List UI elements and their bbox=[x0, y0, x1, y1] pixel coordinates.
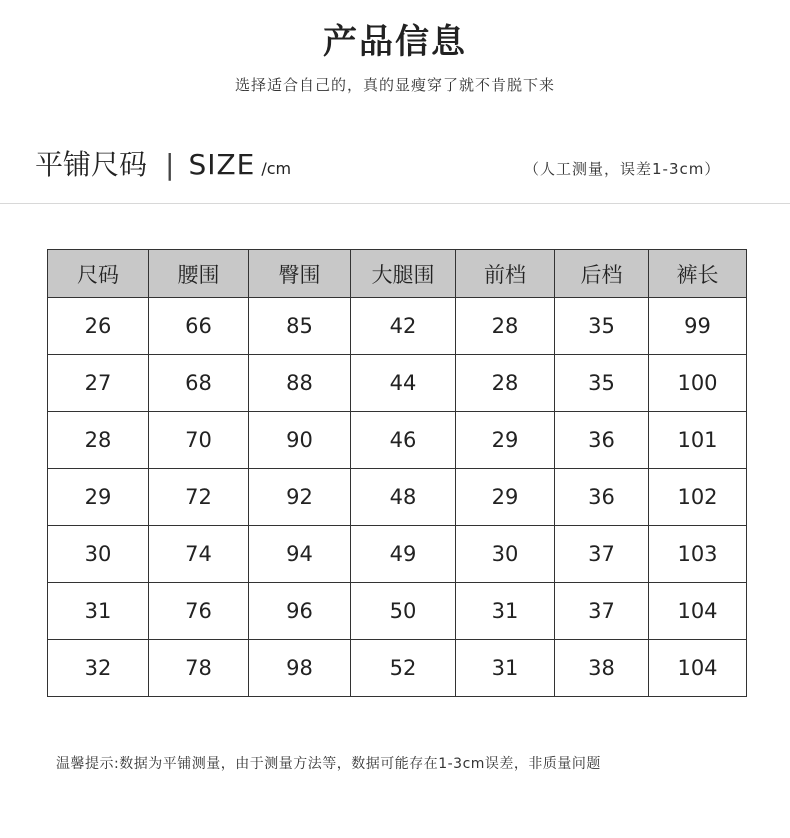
table-cell: 35 bbox=[555, 298, 649, 355]
table-cell: 28 bbox=[48, 412, 149, 469]
table-cell: 28 bbox=[456, 355, 555, 412]
column-header-waist: 腰围 bbox=[149, 250, 249, 298]
table-cell: 70 bbox=[149, 412, 249, 469]
table-cell: 30 bbox=[456, 526, 555, 583]
table-cell: 85 bbox=[249, 298, 351, 355]
table-cell: 42 bbox=[351, 298, 456, 355]
column-header-thigh: 大腿围 bbox=[351, 250, 456, 298]
table-cell: 96 bbox=[249, 583, 351, 640]
table-row bbox=[48, 583, 747, 640]
page-subtitle: 选择适合自己的，真的显瘦穿了就不肯脱下来 bbox=[234, 76, 555, 94]
table-cell: 66 bbox=[149, 298, 249, 355]
table-row bbox=[48, 355, 747, 412]
table-cell: 48 bbox=[351, 469, 456, 526]
table-cell: 100 bbox=[649, 355, 747, 412]
measurement-note: （人工测量，误差1-3cm） bbox=[524, 160, 721, 178]
table-cell: 99 bbox=[649, 298, 747, 355]
footer-disclaimer: 温馨提示:数据为平铺测量，由于测量方法等，数据可能存在1-3cm误差，非质量问题 bbox=[56, 756, 601, 772]
table-cell: 30 bbox=[48, 526, 149, 583]
table-cell: 29 bbox=[48, 469, 149, 526]
table-cell: 36 bbox=[555, 412, 649, 469]
table-cell: 102 bbox=[649, 469, 747, 526]
table-cell: 78 bbox=[149, 640, 249, 697]
table-cell: 26 bbox=[48, 298, 149, 355]
size-unit: /cm bbox=[261, 159, 292, 178]
table-cell: 72 bbox=[149, 469, 249, 526]
table-cell: 29 bbox=[456, 469, 555, 526]
table-cell: 49 bbox=[351, 526, 456, 583]
size-section-heading bbox=[35, 143, 291, 183]
table-row bbox=[48, 298, 747, 355]
table-cell: 31 bbox=[456, 583, 555, 640]
table-cell: 38 bbox=[555, 640, 649, 697]
table-cell: 74 bbox=[149, 526, 249, 583]
table-cell: 104 bbox=[649, 583, 747, 640]
column-header-size: 尺码 bbox=[48, 250, 149, 298]
section-divider bbox=[0, 203, 790, 204]
table-cell: 36 bbox=[555, 469, 649, 526]
column-header-length: 裤长 bbox=[649, 250, 747, 298]
column-header-back-rise: 后档 bbox=[555, 250, 649, 298]
table-cell: 52 bbox=[351, 640, 456, 697]
table-cell: 37 bbox=[555, 526, 649, 583]
table-row bbox=[48, 412, 747, 469]
table-cell: 101 bbox=[649, 412, 747, 469]
table-header-row bbox=[48, 250, 747, 298]
size-label-cn: 平铺尺码 bbox=[35, 148, 148, 181]
table-cell: 37 bbox=[555, 583, 649, 640]
table-row bbox=[48, 469, 747, 526]
table-cell: 92 bbox=[249, 469, 351, 526]
table-cell: 68 bbox=[149, 355, 249, 412]
table-cell: 76 bbox=[149, 583, 249, 640]
table-cell: 90 bbox=[249, 412, 351, 469]
size-table bbox=[47, 249, 747, 697]
table-cell: 104 bbox=[649, 640, 747, 697]
column-header-front-rise: 前档 bbox=[456, 250, 555, 298]
table-cell: 50 bbox=[351, 583, 456, 640]
table-cell: 88 bbox=[249, 355, 351, 412]
table-cell: 29 bbox=[456, 412, 555, 469]
table-cell: 35 bbox=[555, 355, 649, 412]
table-cell: 32 bbox=[48, 640, 149, 697]
column-header-hip: 臀围 bbox=[249, 250, 351, 298]
table-cell: 46 bbox=[351, 412, 456, 469]
table-cell: 28 bbox=[456, 298, 555, 355]
page-title: 产品信息 bbox=[323, 22, 467, 62]
table-row bbox=[48, 640, 747, 697]
heading-separator: | bbox=[165, 148, 175, 181]
table-cell: 31 bbox=[48, 583, 149, 640]
table-cell: 98 bbox=[249, 640, 351, 697]
size-label-en: SIZE bbox=[188, 148, 256, 181]
table-cell: 44 bbox=[351, 355, 456, 412]
table-cell: 27 bbox=[48, 355, 149, 412]
table-cell: 31 bbox=[456, 640, 555, 697]
table-cell: 94 bbox=[249, 526, 351, 583]
table-cell: 103 bbox=[649, 526, 747, 583]
table-row bbox=[48, 526, 747, 583]
